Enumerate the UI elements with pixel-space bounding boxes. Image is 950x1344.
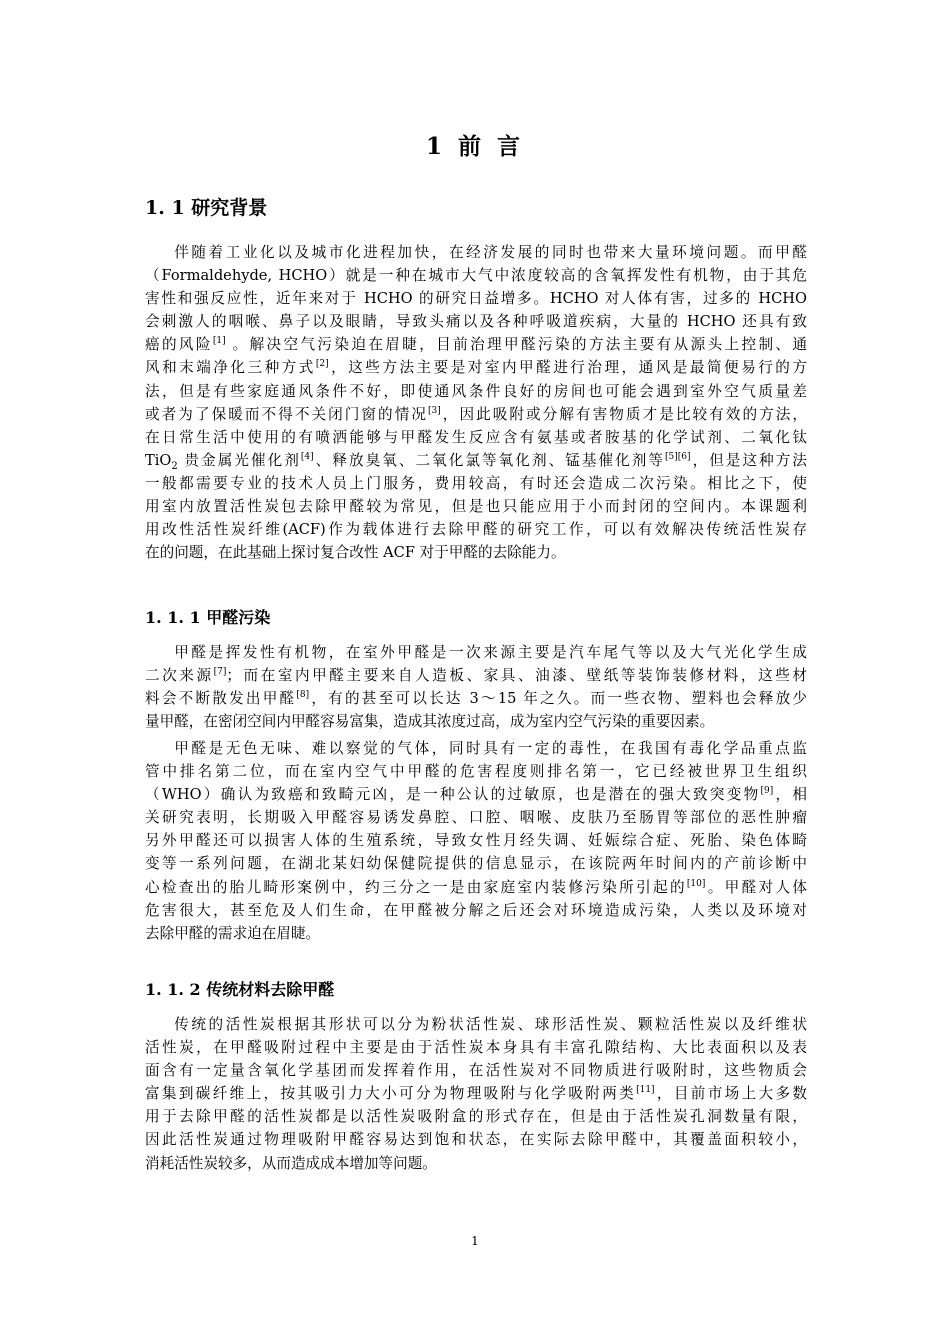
- text-line: 伴随着工业化以及城市化进程加快，在经济发展的同时也带来大量环境问题。而甲醛: [174, 244, 807, 261]
- text-line: 风和末端净化三种方式[2]，这些方法主要是对室内甲醛进行治理，通风是最简便易行的方: [145, 359, 807, 377]
- text-line: 去除甲醛的需求迫在眉睫。: [145, 924, 321, 942]
- text-line: 消耗活性炭较多，从而造成成本增加等问题。: [145, 1154, 437, 1172]
- traditional-materials-paragraph: [145, 1013, 807, 1175]
- text-line: 二次来源[7]；而在室内甲醛主要来自人造板、家具、油漆、壁纸等装饰装修材料，这些材: [145, 667, 807, 685]
- page-number: 1: [471, 1234, 479, 1248]
- text-line: 用改性活性炭纤维(ACF)作为载体进行去除甲醛的研究工作，可以有效解决传统活性炭存: [145, 521, 807, 539]
- citation-marker: [4]: [300, 451, 314, 462]
- text-line: 另外甲醛还可以损害人体的生殖系统，导致女性月经失调、妊娠综合症、死胎、染色体畸: [145, 832, 807, 850]
- citation-marker: [10]: [686, 878, 706, 889]
- text-line: TiO$_2$ 贵金属光催化剂[4]、释放臭氧、二氧化氯等氧化剂、锰基催化剂等[5][6]，但是这种方法: [145, 451, 807, 472]
- text-line: 甲醛是无色无味、难以察觉的气体，同时具有一定的毒性，在我国有毒化学品重点监: [174, 740, 807, 757]
- text-line: 在日常生活中使用的有喷洒能够与甲醛发生反应含有氨基或者胺基的化学试剂、二氧化钛: [145, 428, 807, 446]
- text-line: 因此活性炭通过物理吸附甲醛容易达到饱和状态，在实际去除甲醛中，其覆盖面积较小，: [145, 1131, 807, 1149]
- pollution-paragraph-1: [145, 641, 807, 733]
- text-line: 法，但是有些家庭通风条件不好，即使通风条件良好的房间也可能会遇到室外空气质量差: [145, 382, 807, 400]
- section-heading: 1. 1 研究背景: [145, 197, 268, 219]
- text-line: 害性和强反应性，近年来对于 HCHO 的研究日益增多。HCHO 对人体有害，过多的 HCHO: [145, 290, 807, 308]
- subsection-heading-traditional-materials: 1. 1. 2 传统材料去除甲醛: [145, 980, 335, 999]
- text-line: 心检查出的胎儿畸形案例中，约三分之一是由家庭室内装修污染所引起的[10]。甲醛对人体: [145, 878, 807, 896]
- text-line: 用室内放置活性炭包去除甲醛较为常见，但是也只能应用于小而封闭的空间内。本课题利: [145, 498, 807, 516]
- text-line: 用于去除甲醛的活性炭都是以活性炭吸附盒的形式存在，但是由于活性炭孔洞数量有限，: [145, 1108, 807, 1126]
- text-line: 在的问题，在此基础上探讨复合改性 ACF 对于甲醛的去除能力。: [145, 544, 566, 562]
- citation-marker: [9]: [760, 786, 774, 797]
- text-line: 料会不断散发出甲醛[8]，有的甚至可以长达 3～15 年之久。而一些衣物、塑料也会释放少: [145, 690, 807, 708]
- citation-marker: [8]: [296, 690, 310, 701]
- section-paragraph: [145, 241, 807, 564]
- text-line: 关研究表明，长期吸入甲醛容易诱发鼻腔、口腔、咽喉、皮肤乃至肠胃等部位的恶性肿瘤: [145, 809, 807, 827]
- citation-marker: [7]: [213, 667, 227, 678]
- citation-marker: [5]: [665, 451, 678, 462]
- text-line: 富集到碳纤维上，按其吸引力大小可分为物理吸附与化学吸附两类[11]，目前市场上大多数: [145, 1085, 807, 1103]
- citation-marker: [6]: [677, 451, 691, 462]
- citation-marker: [3]: [428, 405, 441, 416]
- text-line: 量甲醛，在密闭空间内甲醛容易富集，造成其浓度过高，成为室内空气污染的重要因素。: [145, 713, 715, 731]
- text-line: 面含有一定量含氧化学基团而发挥着作用，在活性炭对不同物质进行吸附时，这些物质会: [145, 1062, 807, 1080]
- pollution-paragraph-2: [145, 737, 807, 945]
- citation-marker: [1]: [212, 336, 226, 347]
- text-line: 癌的风险[1] 。解决空气污染迫在眉睫，目前治理甲醛污染的方法主要有从源头上控制、通: [145, 336, 807, 354]
- text-line: 或者为了保暖而不得不关闭门窗的情况[3]，因此吸附或分解有害物质才是比较有效的方法，: [145, 405, 807, 423]
- text-line: 变等一系列问题，在湖北某妇幼保健院提供的信息显示，在该院两年时间内的产前诊断中: [145, 855, 807, 873]
- text-line: 危害很大，甚至危及人们生命，在甲醛被分解之后还会对环境造成污染，人类以及环境对: [145, 901, 807, 919]
- text-line: 甲醛是挥发性有机物，在室外甲醛是一次来源主要是汽车尾气等以及大气光化学生成: [174, 644, 807, 661]
- text-line: 活性炭，在甲醛吸附过程中主要是由于活性炭本身具有丰富孔隙结构、大比表面积以及表: [145, 1039, 807, 1057]
- chapter-title: 1 前 言: [425, 133, 525, 160]
- subsection-heading-formaldehyde-pollution: 1. 1. 1 甲醛污染: [145, 608, 271, 627]
- text-line: 一般都需要专业的技术人员上门服务，费用较高，有时还会造成二次污染。相比之下，使: [145, 474, 807, 492]
- text-line: 会刺激人的咽喉、鼻子以及眼睛，导致头痛以及各种呼吸道疾病，大量的 HCHO 还具有致: [145, 313, 807, 331]
- text-line: （Formaldehyde, HCHO）就是一种在城市大气中浓度较高的含氧挥发性有机物，由于其危: [145, 267, 807, 285]
- text-line: 管中排名第二位，而在室内空气中甲醛的危害程度则排名第一，它已经被世界卫生组织: [145, 763, 807, 781]
- subscript: 2: [171, 460, 178, 472]
- citation-marker: [2]: [315, 359, 329, 370]
- text-line: （WHO）确认为致癌和致畸元凶，是一种公认的过敏原，也是潜在的强大致突变物[9]，相: [145, 786, 807, 804]
- text-line: 传统的活性炭根据其形状可以分为粉状活性炭、球形活性炭、颗粒活性炭以及纤维状: [174, 1016, 807, 1033]
- citation-marker: [11]: [636, 1085, 655, 1096]
